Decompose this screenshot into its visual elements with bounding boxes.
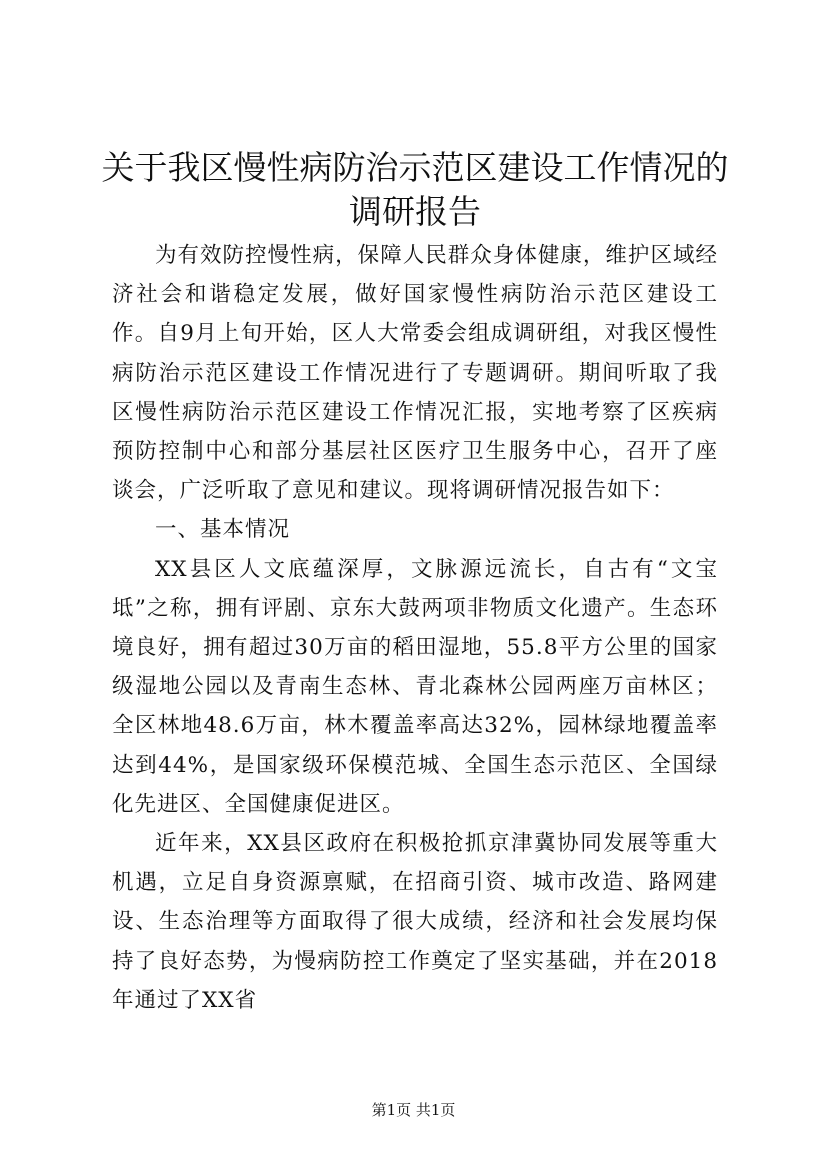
intro-paragraph: 为有效防控慢性病，保障人民群众身体健康，维护区域经济社会和谐稳定发展，做好国家慢性病防治示范区建设工作。自9月上旬开始，区人大常委会组成调研组，对我区慢性病防治示范区建设工作情况进行了专题调研。期间听取了我区慢性病防治示范区建设工作情况汇报，实地考察了区疾病预防控制中心和部分基层社区医疗卫生服务中心，召开了座谈会，广泛听取了意见和建议。现将调研情况报告如下：: [112, 243, 718, 504]
document-title: 关于我区慢性病防治示范区建设工作情况的调研报告: [101, 148, 729, 231]
page-number-footer: 第1页 共1页: [371, 1101, 456, 1119]
document-body: [112, 236, 718, 1020]
basic-situation-paragraph: XX县区人文底蕴深厚，文脉源远流长，自古有“文宝坻”之称，拥有评剧、京东大鼓两项非物质文化遗产。生态环境良好，拥有超过30万亩的稻田湿地，55.8平方公里的国家级湿地公园以及青南生态林、青北森林公园两座万亩林区；全区林地48.6万亩，林木覆盖率高达32%，园林绿地覆盖率达到44%，是国家级环保模范城、全国生态示范区、全国绿化先进区、全国健康促进区。: [112, 556, 718, 817]
recent-years-paragraph: 近年来，XX县区政府在积极抢抓京津冀协同发展等重大机遇，立足自身资源禀赋，在招商引资、城市改造、路网建设、生态治理等方面取得了很大成绩，经济和社会发展均保持了良好态势，为慢病防控工作奠定了坚实基础，并在2018年通过了XX省: [112, 831, 718, 1013]
section-heading-basic-situation: 一、基本情况: [155, 517, 291, 543]
